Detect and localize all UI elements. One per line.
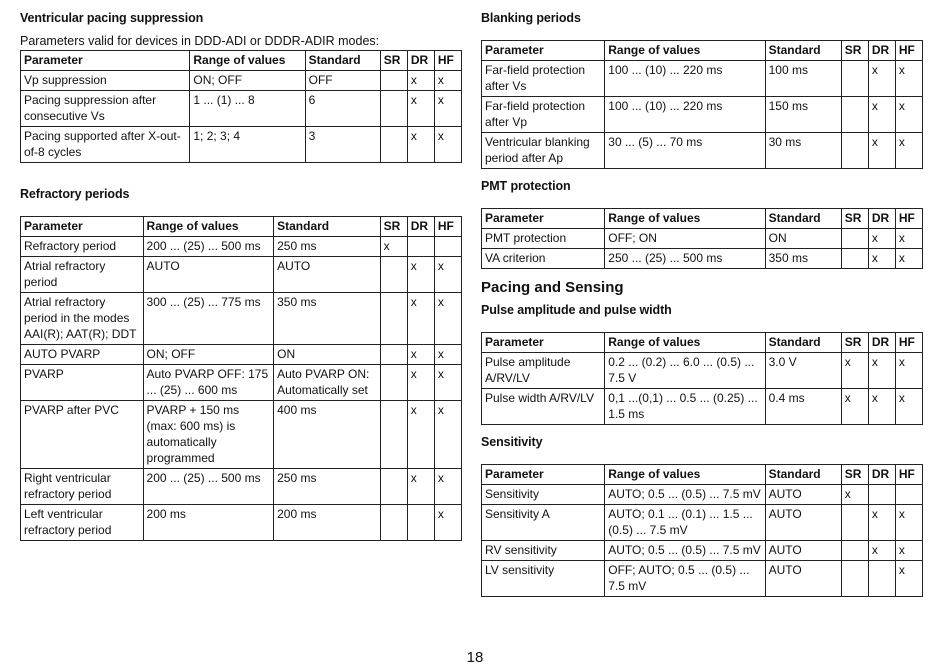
cell-dr: x — [407, 91, 434, 127]
header-parameter: Parameter — [21, 51, 190, 71]
cell-sr — [841, 541, 868, 561]
cell-hf — [895, 485, 922, 505]
cell-range: 100 ... (10) ... 220 ms — [605, 61, 765, 97]
header-hf: HF — [434, 217, 461, 237]
cell-dr: x — [868, 229, 895, 249]
table-row — [482, 61, 923, 97]
header-range: Range of values — [605, 465, 765, 485]
pulse-title: Pulse amplitude and pulse width — [481, 303, 672, 317]
cell-hf: x — [895, 61, 922, 97]
cell-dr: x — [868, 249, 895, 269]
cell-range: 200 ... (25) ... 500 ms — [143, 237, 274, 257]
cell-standard: 250 ms — [274, 469, 380, 505]
cell-hf: x — [895, 229, 922, 249]
vps-note: Parameters valid for devices in DDD-ADI or DDDR-ADIR modes: — [20, 34, 380, 48]
cell-range: ON; OFF — [143, 345, 274, 365]
cell-range: 250 ... (25) ... 500 ms — [605, 249, 765, 269]
cell-parameter: Sensitivity — [482, 485, 605, 505]
header-standard: Standard — [765, 209, 841, 229]
cell-sr: x — [380, 237, 407, 257]
cell-parameter: Far-field protection after Vs — [482, 61, 605, 97]
header-sr: SR — [841, 41, 868, 61]
cell-dr — [407, 237, 434, 257]
header-standard: Standard — [765, 465, 841, 485]
cell-dr: x — [868, 389, 895, 425]
cell-range: 0.2 ... (0.2) ... 6.0 ... (0.5) ... 7.5 V — [605, 353, 765, 389]
cell-range: 100 ... (10) ... 220 ms — [605, 97, 765, 133]
cell-dr: x — [407, 71, 434, 91]
cell-hf: x — [434, 469, 461, 505]
cell-range: ON; OFF — [190, 71, 305, 91]
vps-title: Ventricular pacing suppression — [20, 11, 204, 25]
cell-range: PVARP + 150 ms (max: 600 ms) is automatically programmed — [143, 401, 274, 469]
table-row — [21, 345, 462, 365]
cell-parameter: Right ventricular refractory period — [21, 469, 144, 505]
table-row — [21, 293, 462, 345]
header-dr: DR — [407, 217, 434, 237]
cell-dr: x — [407, 469, 434, 505]
cell-dr: x — [868, 133, 895, 169]
header-dr: DR — [407, 51, 434, 71]
table-row — [482, 353, 923, 389]
cell-dr: x — [407, 365, 434, 401]
header-hf: HF — [895, 465, 922, 485]
cell-dr: x — [868, 61, 895, 97]
cell-parameter: Far-field protection after Vp — [482, 97, 605, 133]
table-header-row — [482, 41, 923, 61]
cell-hf: x — [895, 249, 922, 269]
cell-parameter: RV sensitivity — [482, 541, 605, 561]
cell-range: 30 ... (5) ... 70 ms — [605, 133, 765, 169]
header-standard: Standard — [305, 51, 380, 71]
header-sr: SR — [841, 465, 868, 485]
cell-dr — [407, 505, 434, 541]
cell-sr: x — [841, 389, 868, 425]
cell-parameter: Pulse width A/RV/LV — [482, 389, 605, 425]
cell-standard: Auto PVARP ON: Automatically set — [274, 365, 380, 401]
cell-range: AUTO; 0.5 ... (0.5) ... 7.5 mV — [605, 485, 765, 505]
cell-standard: 0.4 ms — [765, 389, 841, 425]
vps-table — [20, 50, 462, 163]
refractory-table — [20, 216, 462, 541]
table-row — [482, 229, 923, 249]
cell-dr: x — [407, 293, 434, 345]
cell-range: 200 ms — [143, 505, 274, 541]
cell-dr — [868, 561, 895, 597]
sensitivity-table — [481, 464, 923, 597]
blanking-table — [481, 40, 923, 169]
table-row — [21, 257, 462, 293]
page-number: 18 — [466, 649, 484, 666]
header-hf: HF — [895, 333, 922, 353]
table-row — [482, 97, 923, 133]
header-hf: HF — [895, 41, 922, 61]
table-header-row — [482, 209, 923, 229]
table-row — [21, 505, 462, 541]
cell-range: 1; 2; 3; 4 — [190, 127, 305, 163]
cell-standard: 3 — [305, 127, 380, 163]
cell-dr: x — [868, 353, 895, 389]
header-dr: DR — [868, 333, 895, 353]
header-range: Range of values — [143, 217, 274, 237]
cell-sr — [841, 249, 868, 269]
header-parameter: Parameter — [482, 333, 605, 353]
pmt-table — [481, 208, 923, 269]
cell-sr — [841, 229, 868, 249]
cell-hf: x — [895, 561, 922, 597]
table-header-row — [21, 51, 462, 71]
cell-standard: 3.0 V — [765, 353, 841, 389]
cell-sr — [380, 91, 407, 127]
cell-parameter: Vp suppression — [21, 71, 190, 91]
cell-parameter: VA criterion — [482, 249, 605, 269]
cell-dr: x — [407, 345, 434, 365]
cell-range: OFF; AUTO; 0.5 ... (0.5) ... 7.5 mV — [605, 561, 765, 597]
cell-standard: 200 ms — [274, 505, 380, 541]
cell-sr — [841, 561, 868, 597]
header-sr: SR — [380, 51, 407, 71]
header-standard: Standard — [765, 333, 841, 353]
header-hf: HF — [434, 51, 461, 71]
cell-sr — [380, 127, 407, 163]
sensitivity-title: Sensitivity — [481, 435, 543, 449]
cell-hf: x — [434, 345, 461, 365]
cell-standard: 100 ms — [765, 61, 841, 97]
table-row — [482, 561, 923, 597]
cell-range: 0,1 ...(0,1) ... 0.5 ... (0.25) ... 1.5 ms — [605, 389, 765, 425]
table-row — [21, 365, 462, 401]
cell-standard: 150 ms — [765, 97, 841, 133]
cell-standard: OFF — [305, 71, 380, 91]
cell-hf: x — [895, 389, 922, 425]
cell-hf: x — [895, 133, 922, 169]
cell-hf: x — [434, 127, 461, 163]
cell-sr — [380, 293, 407, 345]
header-sr: SR — [841, 333, 868, 353]
cell-dr: x — [407, 127, 434, 163]
header-range: Range of values — [605, 333, 765, 353]
table-row — [21, 91, 462, 127]
header-sr: SR — [380, 217, 407, 237]
cell-parameter: Atrial refractory period in the modes AAI(R); AAT(R); DDT — [21, 293, 144, 345]
cell-parameter: AUTO PVARP — [21, 345, 144, 365]
cell-hf: x — [895, 505, 922, 541]
cell-dr: x — [868, 541, 895, 561]
cell-sr: x — [841, 485, 868, 505]
cell-standard: AUTO — [765, 505, 841, 541]
cell-standard: ON — [274, 345, 380, 365]
cell-standard: 350 ms — [765, 249, 841, 269]
cell-parameter: Pulse amplitude A/RV/LV — [482, 353, 605, 389]
header-parameter: Parameter — [482, 465, 605, 485]
pacing-sensing-heading: Pacing and Sensing — [481, 279, 624, 296]
cell-standard: AUTO — [765, 561, 841, 597]
cell-standard: 250 ms — [274, 237, 380, 257]
cell-parameter: PVARP — [21, 365, 144, 401]
cell-sr — [380, 257, 407, 293]
header-sr: SR — [841, 209, 868, 229]
cell-parameter: PMT protection — [482, 229, 605, 249]
cell-dr: x — [407, 401, 434, 469]
cell-standard: 30 ms — [765, 133, 841, 169]
cell-sr — [380, 469, 407, 505]
header-parameter: Parameter — [482, 41, 605, 61]
cell-standard: 400 ms — [274, 401, 380, 469]
table-row — [21, 401, 462, 469]
cell-range: 300 ... (25) ... 775 ms — [143, 293, 274, 345]
pulse-table — [481, 332, 923, 425]
refractory-title: Refractory periods — [20, 187, 130, 201]
cell-sr — [380, 71, 407, 91]
table-row — [21, 127, 462, 163]
table-row — [482, 389, 923, 425]
cell-parameter: LV sensitivity — [482, 561, 605, 597]
header-hf: HF — [895, 209, 922, 229]
left-column — [20, 10, 462, 541]
cell-dr: x — [868, 97, 895, 133]
cell-sr — [841, 97, 868, 133]
table-row — [21, 469, 462, 505]
cell-parameter: Pacing suppression after consecutive Vs — [21, 91, 190, 127]
pmt-title: PMT protection — [481, 179, 571, 193]
cell-range: 1 ... (1) ... 8 — [190, 91, 305, 127]
cell-hf: x — [434, 71, 461, 91]
cell-hf: x — [895, 353, 922, 389]
cell-sr — [841, 133, 868, 169]
cell-range: AUTO — [143, 257, 274, 293]
cell-parameter: Atrial refractory period — [21, 257, 144, 293]
blanking-title: Blanking periods — [481, 11, 581, 25]
header-range: Range of values — [605, 209, 765, 229]
table-header-row — [21, 217, 462, 237]
cell-standard: 350 ms — [274, 293, 380, 345]
cell-range: Auto PVARP OFF: 175 ... (25) ... 600 ms — [143, 365, 274, 401]
cell-dr: x — [407, 257, 434, 293]
header-range: Range of values — [605, 41, 765, 61]
cell-standard: ON — [765, 229, 841, 249]
table-row — [482, 249, 923, 269]
cell-sr — [380, 365, 407, 401]
cell-range: AUTO; 0.5 ... (0.5) ... 7.5 mV — [605, 541, 765, 561]
table-row — [482, 505, 923, 541]
header-standard: Standard — [765, 41, 841, 61]
cell-hf: x — [434, 293, 461, 345]
header-dr: DR — [868, 209, 895, 229]
cell-standard: AUTO — [765, 541, 841, 561]
cell-sr — [841, 61, 868, 97]
table-row — [482, 485, 923, 505]
cell-standard: 6 — [305, 91, 380, 127]
cell-sr — [841, 505, 868, 541]
cell-parameter: Pacing supported after X-out-of-8 cycles — [21, 127, 190, 163]
cell-parameter: Ventricular blanking period after Ap — [482, 133, 605, 169]
table-header-row — [482, 333, 923, 353]
right-column — [481, 10, 923, 597]
cell-hf: x — [895, 97, 922, 133]
cell-dr: x — [868, 505, 895, 541]
cell-hf: x — [434, 257, 461, 293]
cell-parameter: Sensitivity A — [482, 505, 605, 541]
cell-sr — [380, 505, 407, 541]
cell-sr — [380, 401, 407, 469]
cell-hf: x — [895, 541, 922, 561]
cell-sr: x — [841, 353, 868, 389]
table-row — [21, 237, 462, 257]
cell-hf — [434, 237, 461, 257]
cell-standard: AUTO — [274, 257, 380, 293]
cell-hf: x — [434, 505, 461, 541]
header-dr: DR — [868, 41, 895, 61]
cell-sr — [380, 345, 407, 365]
table-row — [21, 71, 462, 91]
table-header-row — [482, 465, 923, 485]
header-parameter: Parameter — [21, 217, 144, 237]
header-standard: Standard — [274, 217, 380, 237]
header-parameter: Parameter — [482, 209, 605, 229]
cell-range: AUTO; 0.1 ... (0.1) ... 1.5 ... (0.5) ... 7.5 mV — [605, 505, 765, 541]
cell-parameter: Left ventricular refractory period — [21, 505, 144, 541]
cell-hf: x — [434, 401, 461, 469]
cell-parameter: Refractory period — [21, 237, 144, 257]
cell-hf: x — [434, 365, 461, 401]
table-row — [482, 133, 923, 169]
cell-range: 200 ... (25) ... 500 ms — [143, 469, 274, 505]
cell-hf: x — [434, 91, 461, 127]
header-range: Range of values — [190, 51, 305, 71]
table-row — [482, 541, 923, 561]
cell-range: OFF; ON — [605, 229, 765, 249]
cell-parameter: PVARP after PVC — [21, 401, 144, 469]
cell-dr — [868, 485, 895, 505]
header-dr: DR — [868, 465, 895, 485]
cell-standard: AUTO — [765, 485, 841, 505]
